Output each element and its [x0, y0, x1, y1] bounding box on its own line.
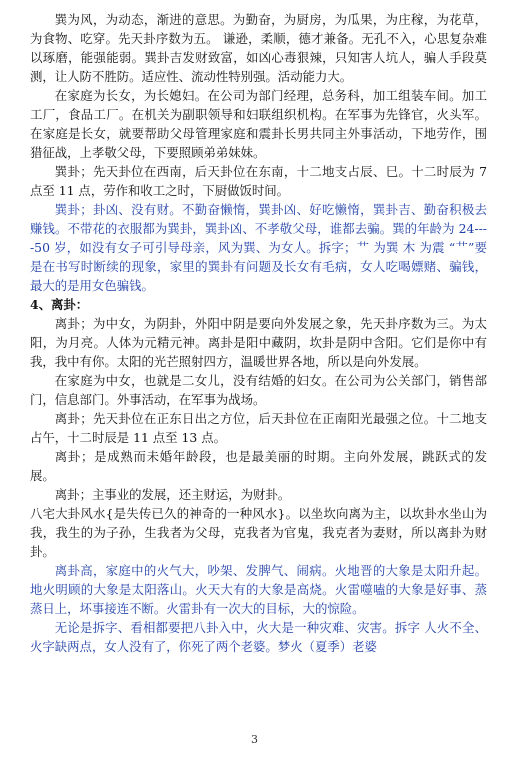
paragraph-li-career: 离卦；主事业的发展，还主财运，为财卦。: [54, 487, 291, 502]
page-number: 3: [251, 733, 258, 746]
paragraph-chaizi-note: 无论是拆字、看相都要把八卦入中，火大是一种灾难、灾害。拆字 人火不全、火字缺两点，女人没有了，你死了两个老婆。梦火（夏季）老婆: [30, 620, 487, 654]
paragraph-li-intro: 离卦；为中女，为阴卦，外阳中阴是要向外发展之象，先天卦序数为三。为太阳，为月亮。人体为元精元神。离卦是阳中藏阴，坎卦是阴中含阳。它们是你中有我，我中有你。太阳的光芒照射四方，温暖世界各地，所以是向外发展。: [30, 316, 487, 369]
paragraph-li-position: 离卦；先天卦位在正东日出之方位，后天卦位在正南阳光最强之位。十二地支占午，十二时辰是 11 点至 13 点。: [30, 411, 487, 445]
paragraph-xun-family: 在家庭为长女，为长媳妇。在公司为部门经理，总务科，加工组装车间。加工工厂，食品工厂。在机关为副职领导和妇联组织机构。在军事为先锋官，火头军。在家庭是长女，就要帮助父母管理家庭和震卦长男共同主外事活动，下地劳作，围猎征战，上孝敬父母，下要照顾弟弟妹妹。: [30, 88, 487, 160]
paragraph-li-age: 离卦；是成熟而未婚年龄段，也是最美丽的时期。主向外发展，跳跃式的发展。: [30, 449, 487, 483]
paragraph-li-note: 离卦高，家庭中的火气大，吵架、发脾气、闹病。火地晋的大象是太阳升起。地火明顾的大象是太阳落山。火天大有的大象是高烧。火雷噬嗑的大象是好事、蒸蒸日上，坏事接连不断。火雷卦有一次大的目标，大的惊险。: [30, 563, 487, 616]
paragraph-xun-position: 巽卦；先天卦位在西南，后天卦位在东南，十二地支占辰、巳。十二时辰为 7 点至 11 点，劳作和收工之时，下厨做饭时间。: [30, 164, 487, 198]
paragraph-xun-note: 巽卦；卦凶、没有财。不勤奋懒惰，巽卦凶、好吃懒惰，巽卦吉、勤奋积极去赚钱。不带花的衣服都为巽卦，巽卦凶、不孝敬父母，谁都去骗。巽的年龄为 24----50 岁，如没有女子可引导母亲，风为巽、为女人。拆字；艹 为巽 木 为震 “艹”要是在书写时断续的现象，家里的巽卦有问题及长女有毛病，女人吃喝嫖赌、骗钱，最大的是用女色骗钱。: [30, 202, 487, 293]
paragraph-li-family: 在家庭为中女，也就是二女儿，没有结婚的妇女。在公司为公关部门，销售部门，信息部门。外事活动，在军事为战场。: [30, 373, 487, 407]
paragraph-xun-intro: 巽为风，为动态，渐进的意思。为勤奋，为厨房，为瓜果，为庄稼，为花草，为食物、吃穿。先天卦序数为五。 谦逊，柔顺，德才兼备。无孔不入，心思复杂难以琢磨，能强能弱。巽卦吉发财致富，如凶心毒狠辣，只知害人坑人，骗人手段莫测，让人防不胜防。适应性、流动性特别强。活动能力大。: [30, 12, 487, 84]
paragraph-bazhai: 八宅大卦风水{是失传已久的神奇的一种风水}。以坐坎向离为主，以坎卦水坐山为我，我生的为子孙，生我者为父母，克我者为官鬼，我克者为妻财，所以离卦为财卦。: [30, 506, 487, 559]
section-heading-li: 4、离卦：: [30, 297, 89, 312]
